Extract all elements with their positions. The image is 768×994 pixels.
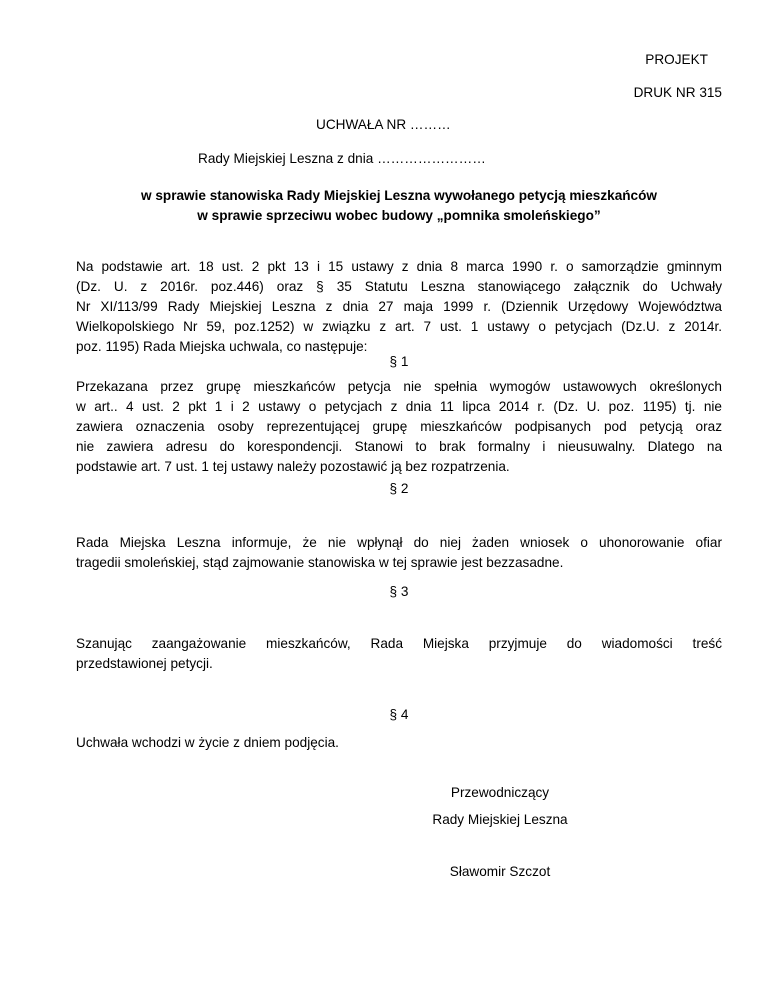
section-4-paragraph: [76, 733, 722, 753]
paragraph-line: (Dz. U. z 2016r. poz.446) oraz § 35 Statutu Leszna stanowiącego załącznik do Uchwały: [76, 279, 722, 294]
section-1-symbol: § 1: [389, 354, 409, 369]
paragraph-line: Nr XI/113/99 Rady Miejskiej Leszna z dnia 27 maja 1999 r. (Dziennik Urzędowy Województwa: [76, 299, 722, 314]
resolution-number: UCHWAŁA NR ………: [316, 117, 451, 132]
title-line-1: w sprawie stanowiska Rady Miejskiej Leszna wywołanego petycją mieszkańców: [140, 188, 657, 203]
section-4-symbol: § 4: [389, 707, 409, 722]
council-date-line: Rady Miejskiej Leszna z dnia ……………………: [198, 151, 486, 166]
druk-number: DRUK NR 315: [633, 85, 722, 100]
section-3-symbol: § 3: [389, 584, 409, 599]
paragraph-line: przedstawionej petycji.: [76, 656, 213, 671]
signatory-council: Rady Miejskiej Leszna: [432, 812, 568, 827]
projekt-label: PROJEKT: [645, 52, 708, 67]
paragraph-line: podstawie art. 7 ust. 1 tej ustawy należy pozostawić ją bez rozpatrzenia.: [76, 459, 510, 474]
paragraph-line: w art.. 4 ust. 2 pkt 1 i 2 ustawy o petycjach z dnia 11 lipca 2014 r. (Dz. U. poz. 1195) tj. nie: [76, 399, 722, 414]
paragraph-line: Uchwała wchodzi w życie z dniem podjęcia.: [76, 735, 339, 750]
paragraph-line: zawiera oznaczenia osoby reprezentującej grupę mieszkańców podpisanych pod petycją oraz: [76, 419, 722, 434]
paragraph-line: Przekazana przez grupę mieszkańców petycja nie spełnia wymogów ustawowych określonych: [76, 379, 722, 394]
section-2-symbol: § 2: [389, 481, 409, 496]
signatory-name: Sławomir Szczot: [449, 864, 551, 879]
legal-basis-paragraph: [76, 257, 722, 357]
section-3-paragraph: [76, 634, 722, 674]
resolution-title: [76, 186, 722, 226]
paragraph-line: poz. 1195) Rada Miejska uchwala, co następuje:: [76, 339, 368, 354]
paragraph-line: Wielkopolskiego Nr 59, poz.1252) w związku z art. 7 ust. 1 ustawy o petycjach (Dz.U. z 2014r.: [76, 319, 722, 334]
paragraph-line: Na podstawie art. 18 ust. 2 pkt 13 i 15 ustawy z dnia 8 marca 1990 r. o samorządzie gminnym: [76, 259, 722, 274]
paragraph-line: tragedii smoleńskiej, stąd zajmowanie stanowiska w tej sprawie jest bezzasadne.: [76, 555, 564, 570]
section-2-paragraph: [76, 533, 722, 573]
title-line-2: w sprawie sprzeciwu wobec budowy „pomnika smoleńskiego”: [197, 208, 601, 223]
signatory-role: Przewodniczący: [450, 785, 550, 800]
paragraph-line: Szanując zaangażowanie mieszkańców, Rada Miejska przyjmuje do wiadomości treść: [76, 636, 722, 651]
paragraph-line: nie zawiera adresu do korespondencji. Stanowi to brak formalny i nieusuwalny. Dlatego na: [76, 439, 722, 454]
section-1-paragraph: [76, 377, 722, 477]
paragraph-line: Rada Miejska Leszna informuje, że nie wpłynął do niej żaden wniosek o uhonorowanie ofiar: [76, 535, 722, 550]
